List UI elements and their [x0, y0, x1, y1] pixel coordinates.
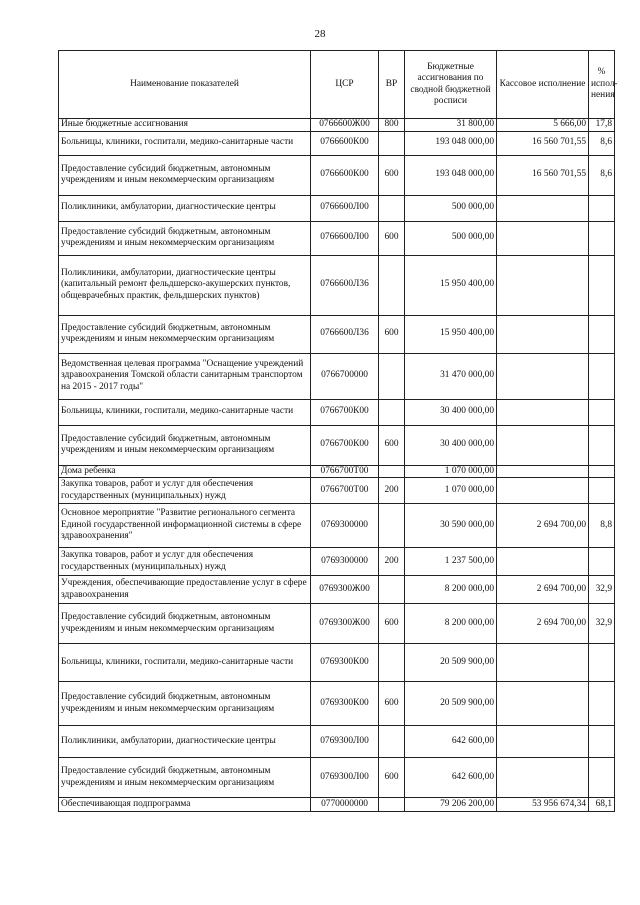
table-row	[59, 353, 615, 399]
row-vr: 200	[379, 548, 405, 576]
row-name: Больницы, клиники, госпитали, медико-санитарные части	[59, 644, 311, 682]
table-row	[59, 119, 615, 132]
row-pct	[589, 644, 615, 682]
table-row	[59, 644, 615, 682]
row-cash: 53 956 674,34	[497, 798, 589, 812]
row-vr	[379, 465, 405, 478]
row-allocation: 20 509 900,00	[405, 644, 497, 682]
row-pct: 8,8	[589, 504, 615, 548]
row-vr	[379, 644, 405, 682]
row-csr: 0766600Л00	[311, 195, 379, 221]
row-cash	[497, 465, 589, 478]
row-pct	[589, 548, 615, 576]
header-name: Наименование показателей	[59, 51, 311, 119]
row-csr: 0766600Л36	[311, 315, 379, 353]
row-pct: 32,9	[589, 576, 615, 604]
table-row	[59, 604, 615, 644]
row-name: Поликлиники, амбулатории, диагностические центры	[59, 726, 311, 758]
row-allocation: 500 000,00	[405, 221, 497, 255]
row-vr: 600	[379, 155, 405, 195]
row-name: Предоставление субсидий бюджетным, автономным учреждениям и иным некоммерческим организациям	[59, 604, 311, 644]
header-cash: Кассовое исполнение	[497, 51, 589, 119]
row-cash	[497, 644, 589, 682]
row-pct	[589, 465, 615, 478]
row-name: Больницы, клиники, госпитали, медико-санитарные части	[59, 131, 311, 155]
row-csr: 0769300Л00	[311, 758, 379, 798]
row-vr: 600	[379, 758, 405, 798]
row-vr	[379, 576, 405, 604]
row-csr: 0769300Л00	[311, 726, 379, 758]
row-name: Дома ребенка	[59, 465, 311, 478]
row-vr	[379, 353, 405, 399]
row-vr: 600	[379, 604, 405, 644]
row-allocation: 642 600,00	[405, 758, 497, 798]
row-csr: 0770000000	[311, 798, 379, 812]
row-vr: 600	[379, 682, 405, 726]
row-cash: 2 694 700,00	[497, 576, 589, 604]
row-allocation: 31 800,00	[405, 119, 497, 132]
row-name: Ведомственная целевая программа "Оснащение учреждений здравоохранения Томской области санитарным транспортом на 2015 - 2017 годы"	[59, 353, 311, 399]
row-pct	[589, 353, 615, 399]
row-cash	[497, 255, 589, 315]
row-cash	[497, 399, 589, 425]
row-pct	[589, 399, 615, 425]
row-allocation: 193 048 000,00	[405, 155, 497, 195]
row-csr: 0766600К00	[311, 131, 379, 155]
row-name: Закупка товаров, работ и услуг для обеспечения государственных (муниципальных) нужд	[59, 548, 311, 576]
row-csr: 0766700Т00	[311, 478, 379, 504]
row-name: Предоставление субсидий бюджетным, автономным учреждениям и иным некоммерческим организациям	[59, 315, 311, 353]
row-allocation: 30 590 000,00	[405, 504, 497, 548]
row-cash: 2 694 700,00	[497, 604, 589, 644]
row-csr: 0766600Ж00	[311, 119, 379, 132]
row-pct	[589, 758, 615, 798]
table-row	[59, 425, 615, 465]
row-name: Предоставление субсидий бюджетным, автономным учреждениям и иным некоммерческим организациям	[59, 221, 311, 255]
row-vr	[379, 131, 405, 155]
row-vr	[379, 798, 405, 812]
row-name: Предоставление субсидий бюджетным, автономным учреждениям и иным некоммерческим организациям	[59, 425, 311, 465]
table-row	[59, 478, 615, 504]
table-row	[59, 221, 615, 255]
row-cash	[497, 478, 589, 504]
row-vr: 600	[379, 425, 405, 465]
table-row	[59, 399, 615, 425]
row-allocation: 20 509 900,00	[405, 682, 497, 726]
table-row	[59, 195, 615, 221]
row-vr	[379, 504, 405, 548]
row-pct: 8,6	[589, 155, 615, 195]
row-vr: 200	[379, 478, 405, 504]
row-vr: 600	[379, 315, 405, 353]
row-pct: 32,9	[589, 604, 615, 644]
row-name: Предоставление субсидий бюджетным, автономным учреждениям и иным некоммерческим организациям	[59, 758, 311, 798]
row-allocation: 30 400 000,00	[405, 425, 497, 465]
row-csr: 0769300Ж00	[311, 604, 379, 644]
row-csr: 0769300К00	[311, 682, 379, 726]
header-pct: % испол-нения	[589, 51, 615, 119]
row-name: Основное мероприятие "Развитие регионального сегмента Единой государственной информационной системы в сфере здравоохранения"	[59, 504, 311, 548]
row-vr	[379, 726, 405, 758]
row-pct: 8,6	[589, 131, 615, 155]
row-name: Поликлиники, амбулатории, диагностические центры (капитальный ремонт фельдшерско-акушерских пунктов, общеврачебных практик, фельдшерских пунктов)	[59, 255, 311, 315]
row-allocation: 642 600,00	[405, 726, 497, 758]
row-pct	[589, 682, 615, 726]
row-pct	[589, 425, 615, 465]
row-csr: 0766600Л00	[311, 221, 379, 255]
row-allocation: 1 070 000,00	[405, 478, 497, 504]
row-csr: 0769300К00	[311, 644, 379, 682]
row-cash	[497, 726, 589, 758]
table-row	[59, 682, 615, 726]
row-pct	[589, 478, 615, 504]
table-row	[59, 315, 615, 353]
row-csr: 0766700К00	[311, 399, 379, 425]
row-name: Иные бюджетные ассигнования	[59, 119, 311, 132]
row-vr	[379, 399, 405, 425]
row-name: Учреждения, обеспечивающие предоставление услуг в сфере здравоохранения	[59, 576, 311, 604]
row-csr: 0769300Ж00	[311, 576, 379, 604]
row-cash	[497, 548, 589, 576]
row-cash	[497, 221, 589, 255]
row-pct	[589, 195, 615, 221]
row-csr: 0766700000	[311, 353, 379, 399]
row-cash: 5 666,00	[497, 119, 589, 132]
table-row	[59, 131, 615, 155]
row-allocation: 30 400 000,00	[405, 399, 497, 425]
row-name: Больницы, клиники, госпитали, медико-санитарные части	[59, 399, 311, 425]
row-pct	[589, 315, 615, 353]
row-cash	[497, 758, 589, 798]
table-header-row	[59, 51, 615, 119]
row-csr: 0766600Л36	[311, 255, 379, 315]
row-allocation: 15 950 400,00	[405, 255, 497, 315]
row-allocation: 8 200 000,00	[405, 576, 497, 604]
header-csr: ЦСР	[311, 51, 379, 119]
row-name: Обеспечивающая подпрограмма	[59, 798, 311, 812]
row-vr: 800	[379, 119, 405, 132]
row-cash	[497, 682, 589, 726]
table-row	[59, 576, 615, 604]
row-pct: 17,8	[589, 119, 615, 132]
row-pct	[589, 221, 615, 255]
table-row	[59, 504, 615, 548]
header-allocations: Бюджетные ассигнования по сводной бюджетной росписи	[405, 51, 497, 119]
row-vr	[379, 195, 405, 221]
table-row	[59, 758, 615, 798]
table-row	[59, 726, 615, 758]
row-cash	[497, 353, 589, 399]
table-row	[59, 465, 615, 478]
row-allocation: 1 237 500,00	[405, 548, 497, 576]
row-cash: 16 560 701,55	[497, 131, 589, 155]
row-csr: 0769300000	[311, 548, 379, 576]
row-pct: 68,1	[589, 798, 615, 812]
row-cash: 16 560 701,55	[497, 155, 589, 195]
row-allocation: 79 206 200,00	[405, 798, 497, 812]
row-allocation: 500 000,00	[405, 195, 497, 221]
table-row	[59, 798, 615, 812]
header-vr: ВР	[379, 51, 405, 119]
row-cash	[497, 195, 589, 221]
table-row	[59, 548, 615, 576]
budget-table	[58, 50, 618, 812]
table-row	[59, 155, 615, 195]
row-cash	[497, 425, 589, 465]
row-csr: 0769300000	[311, 504, 379, 548]
row-vr	[379, 255, 405, 315]
row-csr: 0766600К00	[311, 155, 379, 195]
row-name: Предоставление субсидий бюджетным, автономным учреждениям и иным некоммерческим организациям	[59, 155, 311, 195]
row-allocation: 193 048 000,00	[405, 131, 497, 155]
row-name: Закупка товаров, работ и услуг для обеспечения государственных (муниципальных) нужд	[59, 478, 311, 504]
row-csr: 0766700Т00	[311, 465, 379, 478]
row-cash: 2 694 700,00	[497, 504, 589, 548]
row-pct	[589, 726, 615, 758]
row-allocation: 8 200 000,00	[405, 604, 497, 644]
row-name: Предоставление субсидий бюджетным, автономным учреждениям и иным некоммерческим организациям	[59, 682, 311, 726]
row-allocation: 1 070 000,00	[405, 465, 497, 478]
row-csr: 0766700К00	[311, 425, 379, 465]
row-allocation: 15 950 400,00	[405, 315, 497, 353]
row-vr: 600	[379, 221, 405, 255]
table-row	[59, 255, 615, 315]
row-cash	[497, 315, 589, 353]
row-name: Поликлиники, амбулатории, диагностические центры	[59, 195, 311, 221]
row-pct	[589, 255, 615, 315]
row-allocation: 31 470 000,00	[405, 353, 497, 399]
page-number: 28	[314, 28, 326, 40]
